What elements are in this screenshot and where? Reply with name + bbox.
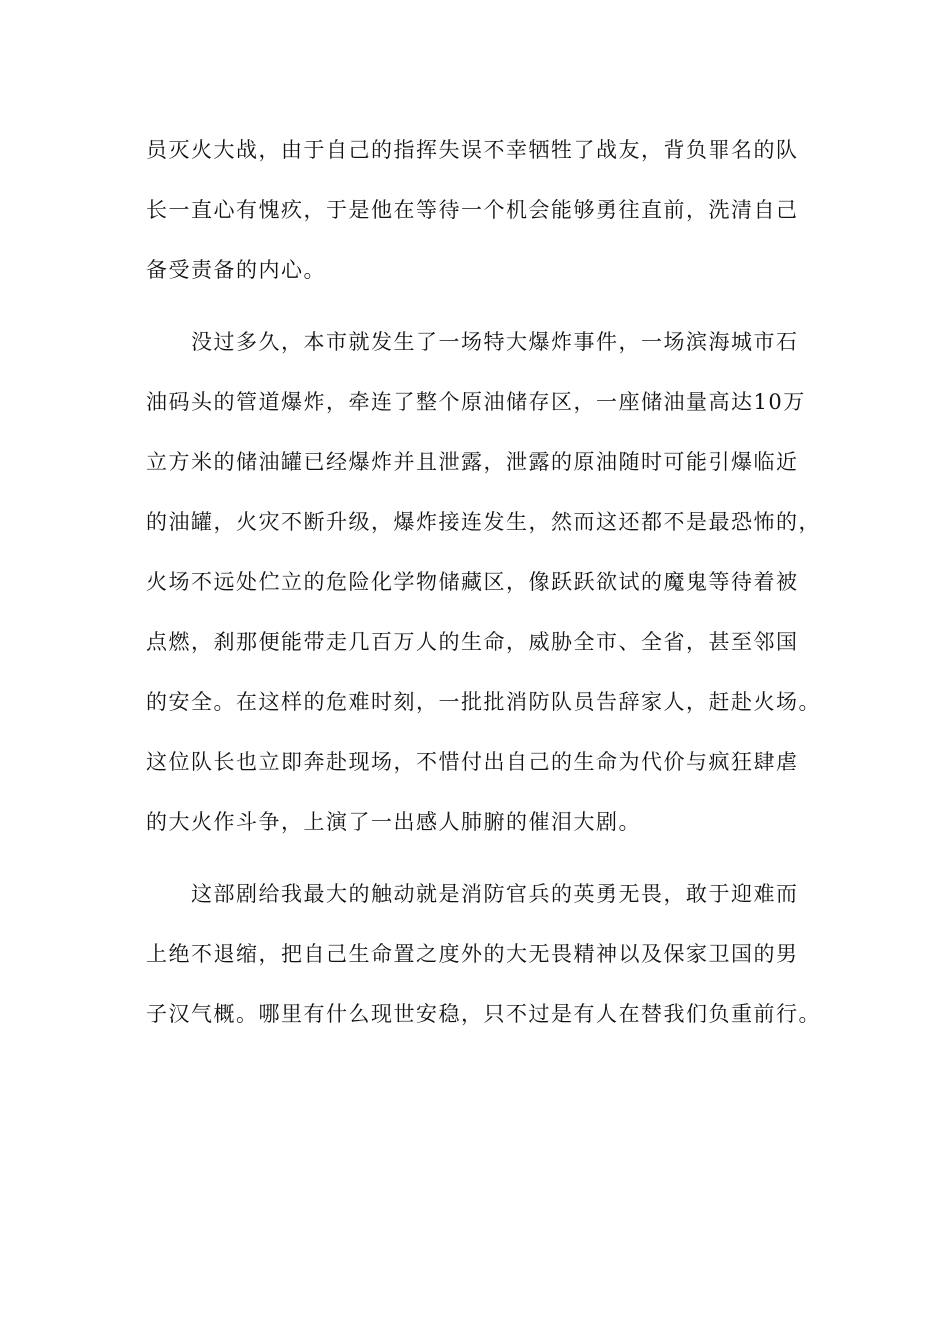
paragraph xyxy=(146,864,821,1044)
text-line: 的安全。在这样的危难时刻，一批批消防队员告辞家人，赶赴火场。 xyxy=(146,690,821,714)
text-line: 的大火作斗争，上演了一出感人肺腑的催泪大剧。 xyxy=(146,810,641,834)
text-line: 这位队长也立即奔赴现场，不惜付出自己的生命为代价与疯狂肆虐 xyxy=(146,750,799,774)
text-line: 上绝不退缩，把自己生命置之度外的大无畏精神以及保家卫国的男 xyxy=(146,942,799,966)
text-line: 子汉气概。哪里有什么现世安稳，只不过是有人在替我们负重前行。 xyxy=(146,1002,821,1026)
paragraph xyxy=(146,120,806,300)
text-line: 火场不远处伫立的危险化学物储藏区，像跃跃欲试的魔鬼等待着被 xyxy=(146,570,799,594)
text-line: 油码头的管道爆炸，牵连了整个原油储存区，一座储油量高达10万 xyxy=(146,390,806,414)
text-line: 立方米的储油罐已经爆炸并且泄露，泄露的原油随时可能引爆临近 xyxy=(146,450,799,474)
document-body xyxy=(146,120,821,1044)
text-line: 员灭火大战，由于自己的指挥失误不幸牺牲了战友，背负罪名的队 xyxy=(146,138,799,162)
text-line: 点燃，刹那便能带走几百万人的生命，威胁全市、全省，甚至邻国 xyxy=(146,630,799,654)
text-line: 没过多久，本市就发生了一场特大爆炸事件，一场滨海城市石 xyxy=(191,330,799,354)
paragraph xyxy=(146,312,821,852)
text-line: 的油罐，火灾不断升级，爆炸接连发生，然而这还都不是最恐怖的， xyxy=(146,510,821,534)
text-line: 长一直心有愧疚，于是他在等待一个机会能够勇往直前，洗清自己 xyxy=(146,198,799,222)
text-line: 这部剧给我最大的触动就是消防官兵的英勇无畏，敢于迎难而 xyxy=(191,882,799,906)
text-line: 备受责备的内心。 xyxy=(146,258,326,282)
